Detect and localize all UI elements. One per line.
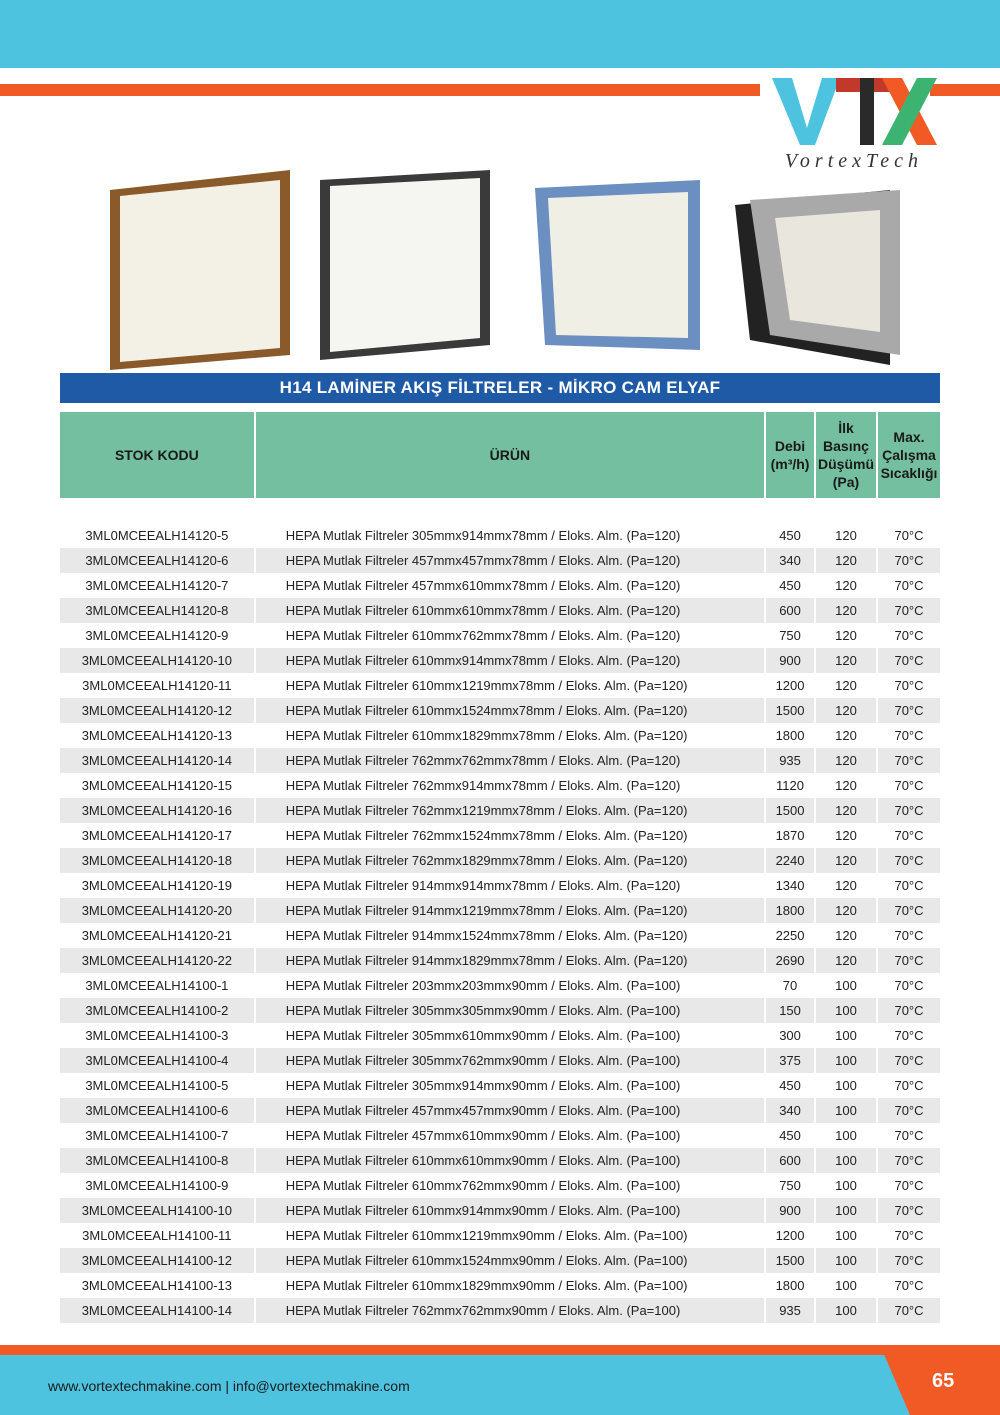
- cell-product: HEPA Mutlak Filtreler 610mmx762mmx90mm / Eloks. Alm. (Pa=100): [256, 1173, 766, 1198]
- cell-temp: 70°C: [878, 748, 940, 773]
- filter-image-2: [320, 170, 490, 360]
- header-pressure: İlk Basınç Düşümü (Pa): [816, 412, 878, 498]
- cell-code: 3ML0MCEEALH14120-14: [60, 748, 256, 773]
- cell-flow: 340: [766, 548, 816, 573]
- table-row: [60, 598, 940, 623]
- cell-code: 3ML0MCEEALH14100-1: [60, 973, 256, 998]
- cell-pressure: 120: [816, 573, 878, 598]
- header-flow: Debi (m³/h): [766, 412, 816, 498]
- table-row: [60, 1123, 940, 1148]
- cell-pressure: 120: [816, 923, 878, 948]
- cell-product: HEPA Mutlak Filtreler 762mmx1524mmx78mm / Eloks. Alm. (Pa=120): [256, 823, 766, 848]
- cell-flow: 900: [766, 648, 816, 673]
- cell-product: HEPA Mutlak Filtreler 914mmx1219mmx78mm / Eloks. Alm. (Pa=120): [256, 898, 766, 923]
- header-temp: Max. Çalışma Sıcaklığı: [878, 412, 940, 498]
- cell-pressure: 100: [816, 1173, 878, 1198]
- table-row: [60, 1073, 940, 1098]
- table-row: [60, 648, 940, 673]
- table-row: [60, 623, 940, 648]
- cell-flow: 300: [766, 1023, 816, 1048]
- cell-temp: 70°C: [878, 523, 940, 548]
- cell-product: HEPA Mutlak Filtreler 610mmx914mmx90mm / Eloks. Alm. (Pa=100): [256, 1198, 766, 1223]
- cell-product: HEPA Mutlak Filtreler 762mmx914mmx78mm / Eloks. Alm. (Pa=120): [256, 773, 766, 798]
- table-row: [60, 1048, 940, 1073]
- cell-product: HEPA Mutlak Filtreler 610mmx914mmx78mm / Eloks. Alm. (Pa=120): [256, 648, 766, 673]
- cell-pressure: 120: [816, 898, 878, 923]
- filter-image-3: [535, 180, 700, 350]
- cell-code: 3ML0MCEEALH14120-10: [60, 648, 256, 673]
- cell-code: 3ML0MCEEALH14120-13: [60, 723, 256, 748]
- table-row: [60, 873, 940, 898]
- cell-code: 3ML0MCEEALH14100-7: [60, 1123, 256, 1148]
- table-row: [60, 1273, 940, 1298]
- table-row: [60, 1248, 940, 1273]
- cell-pressure: 120: [816, 548, 878, 573]
- cell-pressure: 100: [816, 1023, 878, 1048]
- cell-temp: 70°C: [878, 973, 940, 998]
- cell-flow: 450: [766, 1073, 816, 1098]
- cell-pressure: 120: [816, 748, 878, 773]
- page-number: 65: [932, 1370, 955, 1392]
- cell-product: HEPA Mutlak Filtreler 305mmx762mmx90mm / Eloks. Alm. (Pa=100): [256, 1048, 766, 1073]
- cell-flow: 600: [766, 598, 816, 623]
- cell-code: 3ML0MCEEALH14100-14: [60, 1298, 256, 1323]
- cell-temp: 70°C: [878, 1098, 940, 1123]
- cell-code: 3ML0MCEEALH14120-11: [60, 673, 256, 698]
- cell-temp: 70°C: [878, 723, 940, 748]
- table-row: [60, 548, 940, 573]
- cell-temp: 70°C: [878, 873, 940, 898]
- cell-product: HEPA Mutlak Filtreler 457mmx610mmx90mm / Eloks. Alm. (Pa=100): [256, 1123, 766, 1148]
- cell-pressure: 120: [816, 823, 878, 848]
- table-row: [60, 698, 940, 723]
- cell-product: HEPA Mutlak Filtreler 914mmx1524mmx78mm / Eloks. Alm. (Pa=120): [256, 923, 766, 948]
- cell-product: HEPA Mutlak Filtreler 762mmx1829mmx78mm / Eloks. Alm. (Pa=120): [256, 848, 766, 873]
- cell-flow: 935: [766, 1298, 816, 1323]
- cell-code: 3ML0MCEEALH14100-12: [60, 1248, 256, 1273]
- cell-temp: 70°C: [878, 1298, 940, 1323]
- cell-product: HEPA Mutlak Filtreler 610mmx1219mmx90mm / Eloks. Alm. (Pa=100): [256, 1223, 766, 1248]
- table-row: [60, 1023, 940, 1048]
- header-code: STOK KODU: [60, 412, 256, 498]
- table-header-row: [60, 412, 940, 498]
- cell-flow: 375: [766, 1048, 816, 1073]
- logo-wordmark: VortexTech: [784, 150, 924, 172]
- cell-product: HEPA Mutlak Filtreler 457mmx457mmx78mm / Eloks. Alm. (Pa=120): [256, 548, 766, 573]
- header-product: ÜRÜN: [256, 412, 766, 498]
- filter-image-4: [735, 190, 900, 365]
- table-row: [60, 973, 940, 998]
- cell-pressure: 100: [816, 1073, 878, 1098]
- cell-code: 3ML0MCEEALH14100-13: [60, 1273, 256, 1298]
- filter-image-1: [110, 170, 290, 370]
- cell-code: 3ML0MCEEALH14100-9: [60, 1173, 256, 1198]
- table-row: [60, 998, 940, 1023]
- cell-code: 3ML0MCEEALH14120-18: [60, 848, 256, 873]
- cell-temp: 70°C: [878, 998, 940, 1023]
- cell-flow: 1200: [766, 1223, 816, 1248]
- cell-product: HEPA Mutlak Filtreler 762mmx1219mmx78mm / Eloks. Alm. (Pa=120): [256, 798, 766, 823]
- cell-product: HEPA Mutlak Filtreler 610mmx762mmx78mm / Eloks. Alm. (Pa=120): [256, 623, 766, 648]
- table-row: [60, 673, 940, 698]
- cell-product: HEPA Mutlak Filtreler 305mmx305mmx90mm / Eloks. Alm. (Pa=100): [256, 998, 766, 1023]
- cell-code: 3ML0MCEEALH14100-5: [60, 1073, 256, 1098]
- cell-pressure: 120: [816, 598, 878, 623]
- cell-product: HEPA Mutlak Filtreler 305mmx914mmx78mm / Eloks. Alm. (Pa=120): [256, 523, 766, 548]
- table-row: [60, 1173, 940, 1198]
- cell-code: 3ML0MCEEALH14120-19: [60, 873, 256, 898]
- cell-code: 3ML0MCEEALH14120-16: [60, 798, 256, 823]
- cell-code: 3ML0MCEEALH14120-5: [60, 523, 256, 548]
- cell-code: 3ML0MCEEALH14120-21: [60, 923, 256, 948]
- product-images: [110, 170, 910, 380]
- cell-flow: 1340: [766, 873, 816, 898]
- table-row: [60, 1148, 940, 1173]
- cell-pressure: 120: [816, 523, 878, 548]
- cell-product: HEPA Mutlak Filtreler 610mmx610mmx90mm / Eloks. Alm. (Pa=100): [256, 1148, 766, 1173]
- cell-temp: 70°C: [878, 1273, 940, 1298]
- cell-pressure: 100: [816, 1123, 878, 1148]
- cell-pressure: 120: [816, 723, 878, 748]
- cell-pressure: 120: [816, 798, 878, 823]
- cell-flow: 70: [766, 973, 816, 998]
- cell-pressure: 100: [816, 1298, 878, 1323]
- cell-temp: 70°C: [878, 548, 940, 573]
- cell-temp: 70°C: [878, 798, 940, 823]
- top-accent-line: [0, 84, 760, 96]
- cell-temp: 70°C: [878, 623, 940, 648]
- cell-temp: 70°C: [878, 648, 940, 673]
- cell-flow: 1870: [766, 823, 816, 848]
- cell-temp: 70°C: [878, 1223, 940, 1248]
- cell-temp: 70°C: [878, 848, 940, 873]
- cell-temp: 70°C: [878, 823, 940, 848]
- cell-pressure: 100: [816, 1098, 878, 1123]
- cell-temp: 70°C: [878, 673, 940, 698]
- cell-temp: 70°C: [878, 1073, 940, 1098]
- table-row: [60, 573, 940, 598]
- cell-flow: 2250: [766, 923, 816, 948]
- cell-temp: 70°C: [878, 1248, 940, 1273]
- cell-flow: 935: [766, 748, 816, 773]
- cell-flow: 340: [766, 1098, 816, 1123]
- cell-temp: 70°C: [878, 898, 940, 923]
- cell-temp: 70°C: [878, 1198, 940, 1223]
- top-color-band: [0, 0, 1000, 68]
- cell-pressure: 120: [816, 648, 878, 673]
- table-row: [60, 948, 940, 973]
- cell-flow: 1800: [766, 1273, 816, 1298]
- cell-code: 3ML0MCEEALH14120-9: [60, 623, 256, 648]
- cell-temp: 70°C: [878, 1173, 940, 1198]
- table-row: [60, 1198, 940, 1223]
- cell-pressure: 100: [816, 1223, 878, 1248]
- cell-temp: 70°C: [878, 1048, 940, 1073]
- cell-flow: 450: [766, 1123, 816, 1148]
- cell-pressure: 100: [816, 1273, 878, 1298]
- cell-flow: 2240: [766, 848, 816, 873]
- cell-code: 3ML0MCEEALH14100-10: [60, 1198, 256, 1223]
- table-row: [60, 773, 940, 798]
- cell-product: HEPA Mutlak Filtreler 610mmx1524mmx78mm / Eloks. Alm. (Pa=120): [256, 698, 766, 723]
- cell-flow: 750: [766, 623, 816, 648]
- cell-flow: 600: [766, 1148, 816, 1173]
- cell-product: HEPA Mutlak Filtreler 457mmx457mmx90mm / Eloks. Alm. (Pa=100): [256, 1098, 766, 1123]
- cell-pressure: 120: [816, 873, 878, 898]
- table-row: [60, 1223, 940, 1248]
- cell-product: HEPA Mutlak Filtreler 305mmx914mmx90mm / Eloks. Alm. (Pa=100): [256, 1073, 766, 1098]
- cell-flow: 1500: [766, 798, 816, 823]
- cell-product: HEPA Mutlak Filtreler 457mmx610mmx78mm / Eloks. Alm. (Pa=120): [256, 573, 766, 598]
- product-table: [60, 412, 940, 1323]
- cell-flow: 450: [766, 523, 816, 548]
- cell-pressure: 100: [816, 998, 878, 1023]
- cell-pressure: 100: [816, 973, 878, 998]
- cell-pressure: 100: [816, 1048, 878, 1073]
- cell-pressure: 100: [816, 1198, 878, 1223]
- cell-pressure: 120: [816, 773, 878, 798]
- table-row: [60, 523, 940, 548]
- cell-flow: 1500: [766, 698, 816, 723]
- table-row: [60, 748, 940, 773]
- bottom-accent-line: [0, 1345, 1000, 1355]
- cell-code: 3ML0MCEEALH14100-8: [60, 1148, 256, 1173]
- table-row: [60, 723, 940, 748]
- cell-flow: 1200: [766, 673, 816, 698]
- table-body: [60, 523, 940, 1323]
- cell-pressure: 120: [816, 673, 878, 698]
- footer-contact: www.vortextechmakine.com | info@vortextechmakine.com: [48, 1378, 410, 1394]
- cell-temp: 70°C: [878, 948, 940, 973]
- cell-product: HEPA Mutlak Filtreler 305mmx610mmx90mm / Eloks. Alm. (Pa=100): [256, 1023, 766, 1048]
- table-row: [60, 823, 940, 848]
- cell-code: 3ML0MCEEALH14100-4: [60, 1048, 256, 1073]
- cell-pressure: 100: [816, 1248, 878, 1273]
- table-row: [60, 848, 940, 873]
- table-title: [60, 373, 940, 403]
- table-row: [60, 1098, 940, 1123]
- cell-flow: 150: [766, 998, 816, 1023]
- cell-product: HEPA Mutlak Filtreler 914mmx914mmx78mm / Eloks. Alm. (Pa=120): [256, 873, 766, 898]
- cell-code: 3ML0MCEEALH14120-8: [60, 598, 256, 623]
- cell-product: HEPA Mutlak Filtreler 610mmx1219mmx78mm / Eloks. Alm. (Pa=120): [256, 673, 766, 698]
- cell-flow: 1800: [766, 898, 816, 923]
- cell-code: 3ML0MCEEALH14100-11: [60, 1223, 256, 1248]
- cell-code: 3ML0MCEEALH14120-12: [60, 698, 256, 723]
- cell-code: 3ML0MCEEALH14120-22: [60, 948, 256, 973]
- cell-code: 3ML0MCEEALH14120-6: [60, 548, 256, 573]
- cell-pressure: 100: [816, 1148, 878, 1173]
- cell-temp: 70°C: [878, 923, 940, 948]
- cell-flow: 1120: [766, 773, 816, 798]
- cell-code: 3ML0MCEEALH14120-15: [60, 773, 256, 798]
- cell-code: 3ML0MCEEALH14120-17: [60, 823, 256, 848]
- cell-product: HEPA Mutlak Filtreler 914mmx1829mmx78mm / Eloks. Alm. (Pa=120): [256, 948, 766, 973]
- table-title-text: H14 LAMİNER AKIŞ FİLTRELER - MİKRO CAM ELYAF: [279, 378, 721, 397]
- cell-temp: 70°C: [878, 773, 940, 798]
- cell-product: HEPA Mutlak Filtreler 610mmx1524mmx90mm / Eloks. Alm. (Pa=100): [256, 1248, 766, 1273]
- cell-pressure: 120: [816, 698, 878, 723]
- cell-code: 3ML0MCEEALH14120-7: [60, 573, 256, 598]
- cell-product: HEPA Mutlak Filtreler 762mmx762mmx78mm / Eloks. Alm. (Pa=120): [256, 748, 766, 773]
- cell-flow: 900: [766, 1198, 816, 1223]
- cell-product: HEPA Mutlak Filtreler 610mmx1829mmx90mm / Eloks. Alm. (Pa=100): [256, 1273, 766, 1298]
- cell-temp: 70°C: [878, 1023, 940, 1048]
- cell-flow: 1500: [766, 1248, 816, 1273]
- cell-product: HEPA Mutlak Filtreler 610mmx1829mmx78mm / Eloks. Alm. (Pa=120): [256, 723, 766, 748]
- cell-code: 3ML0MCEEALH14120-20: [60, 898, 256, 923]
- cell-code: 3ML0MCEEALH14100-2: [60, 998, 256, 1023]
- cell-code: 3ML0MCEEALH14100-6: [60, 1098, 256, 1123]
- cell-flow: 750: [766, 1173, 816, 1198]
- cell-flow: 2690: [766, 948, 816, 973]
- cell-temp: 70°C: [878, 1148, 940, 1173]
- cell-pressure: 120: [816, 623, 878, 648]
- cell-product: HEPA Mutlak Filtreler 610mmx610mmx78mm / Eloks. Alm. (Pa=120): [256, 598, 766, 623]
- cell-flow: 1800: [766, 723, 816, 748]
- cell-product: HEPA Mutlak Filtreler 203mmx203mmx90mm / Eloks. Alm. (Pa=100): [256, 973, 766, 998]
- cell-temp: 70°C: [878, 698, 940, 723]
- cell-temp: 70°C: [878, 598, 940, 623]
- cell-code: 3ML0MCEEALH14100-3: [60, 1023, 256, 1048]
- table-row: [60, 798, 940, 823]
- cell-temp: 70°C: [878, 573, 940, 598]
- table-row: [60, 1298, 940, 1323]
- cell-pressure: 120: [816, 948, 878, 973]
- cell-pressure: 120: [816, 848, 878, 873]
- cell-product: HEPA Mutlak Filtreler 762mmx762mmx90mm / Eloks. Alm. (Pa=100): [256, 1298, 766, 1323]
- cell-temp: 70°C: [878, 1123, 940, 1148]
- table-row: [60, 898, 940, 923]
- table-row: [60, 923, 940, 948]
- cell-flow: 450: [766, 573, 816, 598]
